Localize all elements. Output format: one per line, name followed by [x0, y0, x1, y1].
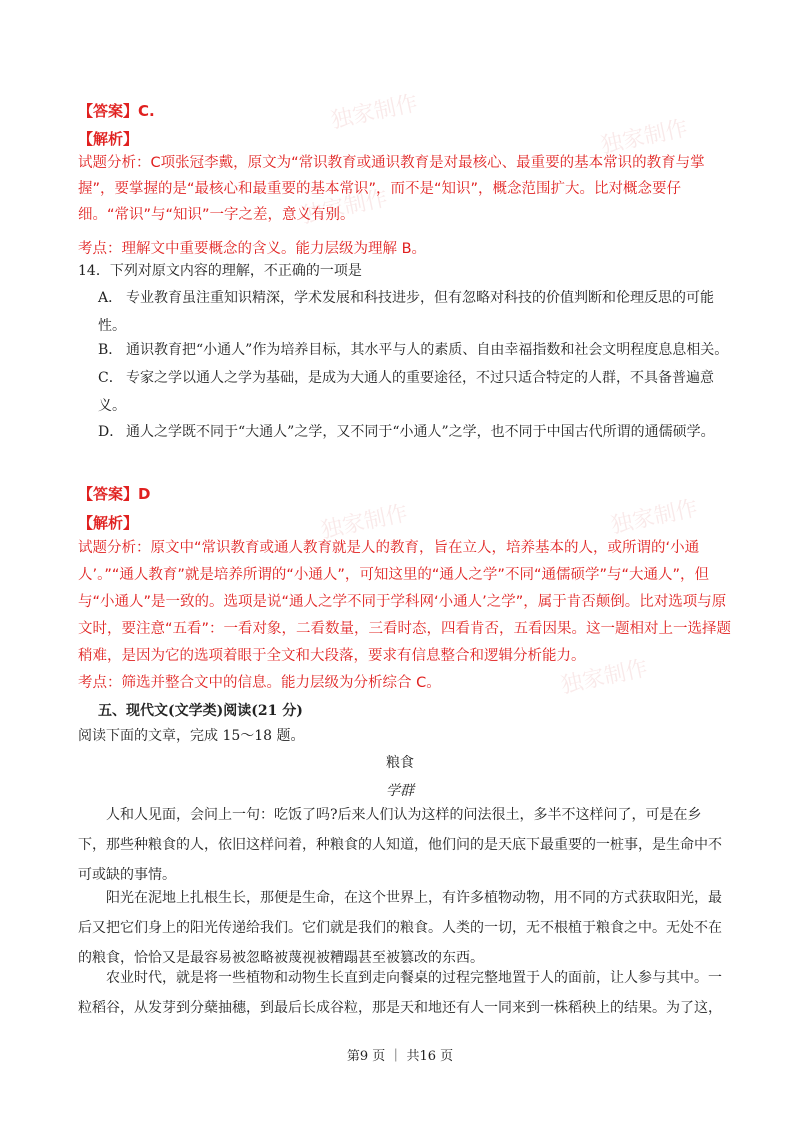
analysis-text: 试题分析：C项张冠李戴，原文为“常识教育或通识教育是对最核心、最重要的基本常识的教育与掌握”，要掌握的是“最核心和最重要的基本常识”，而不是“知识”，概念范围扩大。比对概念要仔细。“常识”与“知识”一字之差，意义有别。 — [78, 155, 705, 223]
watermark: 独家制作 — [598, 116, 691, 159]
watermark: 独家制作 — [328, 91, 421, 134]
answer-label: 【答案】C. — [78, 102, 155, 120]
option-text: 专业教育虽注重知识精深，学术发展和科技进步，但有忽略对科技的价值判断和伦理反思的可能性。 — [98, 290, 714, 334]
knowledge-point: 考点：理解文中重要概念的含义。能力层级为理解 B。 — [78, 241, 427, 257]
option-d — [98, 418, 738, 446]
article-title: 粮食 — [386, 755, 414, 771]
option-a — [98, 284, 738, 340]
section-instruction: 阅读下面的文章，完成 15～18 题。 — [78, 728, 305, 744]
knowledge-point: 考点：筛选并整合文中的信息。能力层级为分析综合 C。 — [78, 675, 441, 691]
article-paragraph: 农业时代，就是将一些植物和动物生长直到走向餐桌的过程完整地置于人的面前，让人参与其中。一粒稻谷，从发芽到分蘖抽穗，到最后长成谷粒，那是天和地还有人一同来到一株稻秧上的结果。为了这， — [78, 970, 722, 1016]
analysis-text: 试题分析：原文中“常识教育或通人教育就是人的教育，旨在立人，培养基本的人，或所谓的‘小通人’。”“通人教育”就是培养所谓的“小通人”，可知这里的“通人之学”不同“通儒硕学”与“大通人”，但与“小通人”是一致的。选项是说“通人之学不同于学科网‘小通人’之学”，属于肯否颠倒。比对选项与原文时，要注意“五看”：一看对象，二看数量，三看时态，四看肯否，五看因果。这一题相对上一选择题稍难，是因为它的选项着眼于全文和大段落，要求有信息整合和逻辑分析能力。 — [78, 540, 732, 664]
watermark: 独家制作 — [318, 501, 411, 544]
article-author: 学群 — [386, 783, 414, 799]
option-text: 专家之学以通人之学为基础，是成为大通人的重要途径，不过只适合特定的人群，不具备普遍意义。 — [98, 370, 714, 414]
section-title: 五、现代文(文学类)阅读(21 分) — [98, 703, 303, 719]
watermark: 独家制作 — [558, 656, 651, 699]
analysis-label: 【解析】 — [78, 130, 139, 148]
option-letter: D． — [98, 424, 124, 440]
article-paragraph: 人和人见面，会问上一句：吃饭了吗?后来人们认为这样的问法很土，多半不这样问了，可是在乡下，那些种粮食的人，依旧这样问着，种粮食的人知道，他们问的是天底下最重要的一桩事，是生命中不可或缺的事情。 — [78, 807, 722, 883]
option-letter: A． — [98, 290, 123, 306]
option-c — [98, 364, 738, 420]
watermark: 独家制作 — [608, 496, 701, 539]
watermark: 独家制作 — [298, 186, 391, 229]
answer-label: 【答案】D — [78, 485, 151, 503]
analysis-label: 【解析】 — [78, 514, 139, 532]
option-b — [98, 336, 738, 364]
option-text: 通人之学既不同于“大通人”之学，又不同于“小通人”之学，也不同于中国古代所谓的通儒硕学。 — [126, 424, 715, 440]
article-paragraph: 阳光在泥地上扎根生长，那便是生命，在这个世界上，有许多植物动物，用不同的方式获取阳光，最后又把它们身上的阳光传递给我们。它们就是我们的粮食。人类的一切，无不根植于粮食之中。无处不在的粮食，恰恰又是最容易被忽略被蔑视被糟蹋甚至被篡改的东西。 — [78, 890, 722, 966]
option-letter: C． — [98, 370, 123, 386]
page-footer: 第9 页 ｜ 共16 页 — [346, 1049, 454, 1064]
option-text: 通识教育把“小通人”作为培养目标，其水平与人的素质、自由幸福指数和社会文明程度息息相关。 — [126, 342, 729, 358]
question-stem: 14．下列对原文内容的理解，不正确的一项是 — [78, 263, 362, 279]
option-letter: B． — [98, 342, 123, 358]
